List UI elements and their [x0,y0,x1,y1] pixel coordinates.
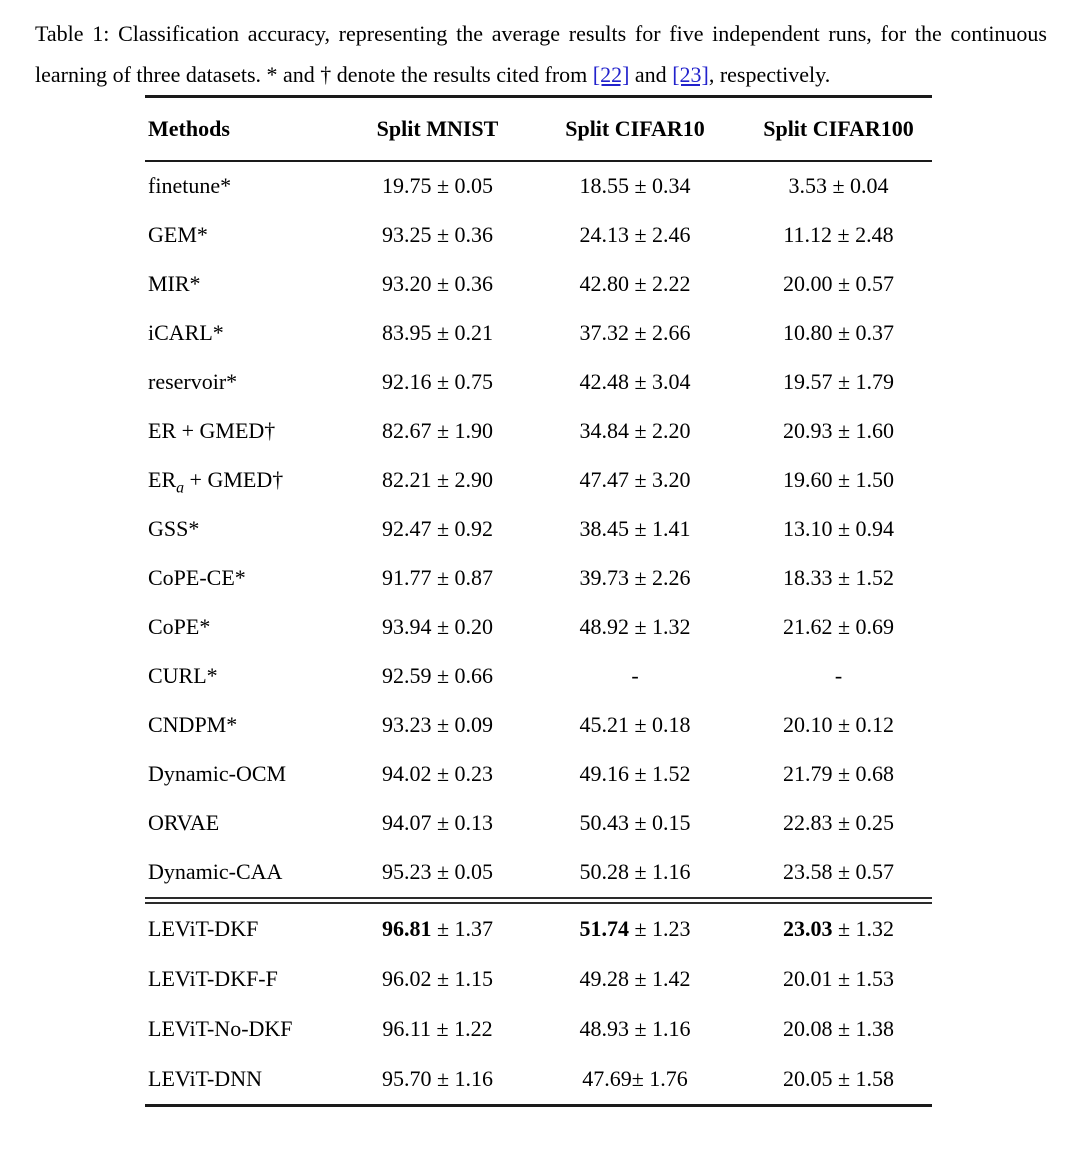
method-cell [145,358,350,407]
results-table [145,95,932,1107]
method-cell [145,954,350,1004]
value-cell: 93.20 ± 0.36 [381,271,494,296]
levit-methods-group [145,900,932,1105]
value-cell: 82.67 ± 1.90 [381,418,494,443]
method-cell [145,1004,350,1054]
value-cell: 23.03 ± 1.32 [782,915,895,941]
value-cell: - [631,663,639,688]
value-cell: 13.10 ± 0.94 [782,516,895,541]
method-cell [145,505,350,554]
value-cell: 93.94 ± 0.20 [381,614,494,639]
value-cell: 91.77 ± 0.87 [381,565,494,590]
method-label: Dynamic-OCM [148,761,287,786]
table-row [145,799,932,848]
value-cell: 51.74 ± 1.23 [579,915,691,941]
value-cell: 47.69± 1.76 [582,1065,688,1091]
method-cell [145,211,350,260]
value-cell: 38.45 ± 1.41 [579,516,691,541]
method-cell [145,260,350,309]
value-cell: 49.16 ± 1.52 [579,761,691,786]
method-cell [145,799,350,848]
method-label: GEM* [148,222,208,247]
method-label: GSS* [148,516,200,541]
value-cell: 48.92 ± 1.32 [579,614,691,639]
table-row [145,900,932,954]
method-label: ER [148,467,177,492]
method-cell [145,1054,350,1106]
header-split-cifar10: Split CIFAR10 [565,115,705,141]
table-row [145,652,932,701]
value-cell: 94.02 ± 0.23 [381,761,494,786]
value-cell: 20.01 ± 1.53 [782,965,895,991]
value-cell: 48.93 ± 1.16 [579,1015,691,1041]
value-cell: 18.33 ± 1.52 [782,565,895,590]
best-result-value: 51.74 [579,915,629,941]
table-row [145,407,932,456]
caption-text: , respectively. [708,62,831,87]
method-cell [145,603,350,652]
method-label: iCARL* [148,320,224,345]
table-row [145,701,932,750]
value-cell: 20.00 ± 0.57 [782,271,895,296]
value-cell: 21.62 ± 0.69 [782,614,895,639]
table-row [145,1004,932,1054]
method-cell [145,554,350,603]
caption-text: learning of three datasets. * and † denote the results cited from [35,62,593,87]
method-label: + GMED† [184,467,284,492]
value-cell: 45.21 ± 0.18 [579,712,691,737]
best-result-value: 23.03 [782,915,833,941]
method-label: MIR* [148,271,201,296]
method-label: CoPE-CE* [148,565,246,590]
table-row [145,1054,932,1106]
value-cell: 92.59 ± 0.66 [381,663,494,688]
value-cell: 37.32 ± 2.66 [579,320,691,345]
value-cell: 42.48 ± 3.04 [579,369,691,394]
value-cell: 92.16 ± 0.75 [381,369,494,394]
value-cell: 96.11 ± 1.22 [382,1015,493,1041]
value-cell: 23.58 ± 0.57 [782,859,895,884]
caption-line-1: Table 1: Classification accuracy, representing the average results for five independent runs, for the continuous [35,21,1047,46]
method-cell [145,701,350,750]
value-cell: 82.21 ± 2.90 [381,467,494,492]
value-cell: 96.81 ± 1.37 [381,915,494,941]
value-cell: 94.07 ± 0.13 [381,810,494,835]
caption-text: and [629,62,673,87]
value-cell: 24.13 ± 2.46 [579,222,691,247]
method-label: LEViT-DKF-F [148,965,278,991]
value-cell: 96.02 ± 1.15 [381,965,494,991]
value-cell: 50.43 ± 0.15 [579,810,691,835]
citation-link-22[interactable]: [22] [592,62,630,87]
table-row [145,161,932,211]
value-cell: 39.73 ± 2.26 [579,565,691,590]
value-cell: 50.28 ± 1.16 [579,859,691,884]
table-row [145,456,932,505]
method-label: ORVAE [148,810,220,835]
table-row [145,260,932,309]
table-row [145,358,932,407]
value-cell: 49.28 ± 1.42 [579,965,691,991]
table-row [145,603,932,652]
header-split-cifar100: Split CIFAR100 [763,115,914,141]
method-subscript: a [176,479,185,497]
method-cell [145,161,350,211]
value-cell: 21.79 ± 0.68 [782,761,895,786]
table-row [145,505,932,554]
table-row [145,750,932,799]
value-cell: 20.08 ± 1.38 [782,1015,895,1041]
method-label: LEViT-DNN [148,1065,262,1091]
method-cell [145,309,350,358]
value-cell: 42.80 ± 2.22 [579,271,691,296]
method-label: ER + GMED† [148,418,276,443]
value-cell: 20.05 ± 1.58 [782,1065,895,1091]
value-cell: 47.47 ± 3.20 [579,467,691,492]
table-header [145,97,932,161]
table-row [145,554,932,603]
value-cell: 19.60 ± 1.50 [782,467,895,492]
caption-line-2 [35,54,1047,95]
method-label: CNDPM* [148,712,238,737]
method-cell [145,900,350,954]
value-cell: 34.84 ± 2.20 [579,418,691,443]
method-label: LEViT-No-DKF [148,1015,293,1041]
method-label: Dynamic-CAA [148,859,283,884]
value-cell: 19.57 ± 1.79 [782,369,895,394]
value-cell: 92.47 ± 0.92 [381,516,494,541]
method-cell [145,750,350,799]
value-cell: 95.70 ± 1.16 [381,1065,494,1091]
method-cell [145,848,350,901]
method-label: LEViT-DKF [148,915,259,941]
table-row [145,848,932,901]
value-cell: 10.80 ± 0.37 [782,320,895,345]
table-row [145,954,932,1004]
method-cell [145,456,350,505]
method-label: CoPE* [148,614,211,639]
method-cell [145,407,350,456]
method-label: CURL* [148,663,218,688]
method-label: finetune* [148,173,232,198]
method-label: reservoir* [148,369,238,394]
best-result-value: 96.81 [381,915,432,941]
header-row [145,97,932,161]
value-cell: 95.23 ± 0.05 [381,859,494,884]
citation-link-23[interactable]: [23] [672,62,709,87]
header-split-mnist: Split MNIST [376,115,499,141]
value-cell: 22.83 ± 0.25 [782,810,895,835]
value-cell: 18.55 ± 0.34 [579,173,691,198]
value-cell: 19.75 ± 0.05 [381,173,494,198]
method-cell [145,652,350,701]
table-row [145,309,932,358]
value-cell: 93.23 ± 0.09 [381,712,494,737]
table-caption [35,0,1047,95]
value-cell: 3.53 ± 0.04 [788,173,889,198]
header-methods: Methods [148,115,230,141]
value-cell: 83.95 ± 0.21 [381,320,494,345]
value-cell: 20.10 ± 0.12 [782,712,895,737]
value-cell: 93.25 ± 0.36 [381,222,494,247]
value-cell: 20.93 ± 1.60 [782,418,895,443]
value-cell: - [834,663,843,688]
value-cell: 11.12 ± 2.48 [783,222,894,247]
baseline-methods-group [145,161,932,901]
table-row [145,211,932,260]
